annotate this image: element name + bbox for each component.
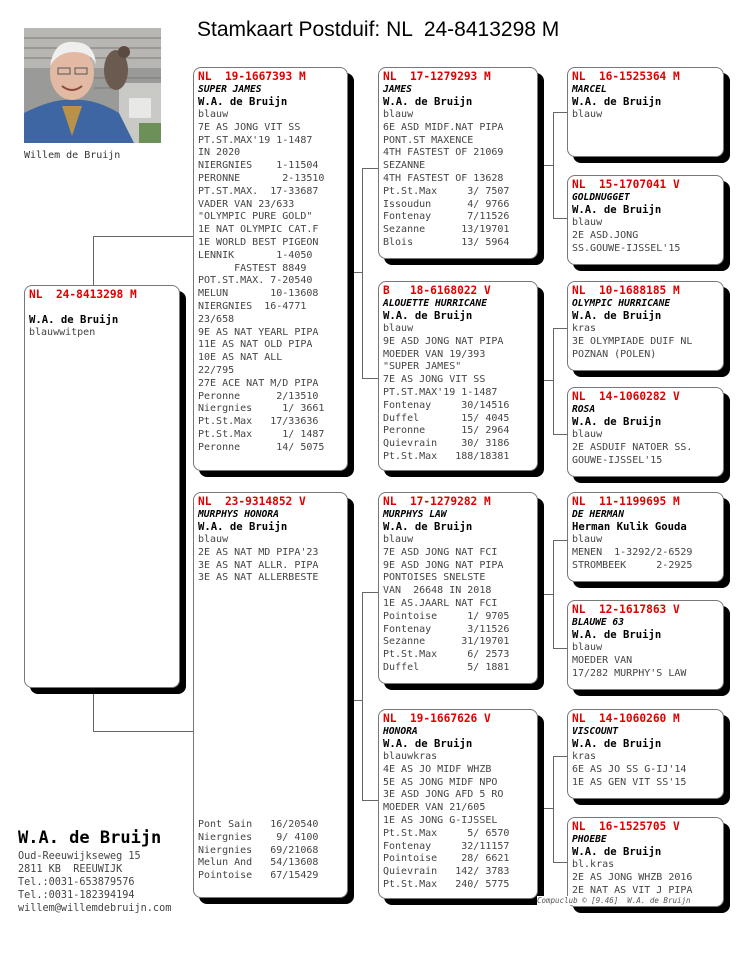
text-line: Pt.St.Max 1/ 1487: [198, 428, 325, 440]
owner: W.A. de Bruijn: [572, 310, 662, 322]
achievements: [572, 230, 719, 256]
race-results: [198, 819, 318, 883]
ring-number: NL 12-1617863 V: [572, 603, 680, 616]
ring-number: NL 15-1707041 V: [572, 178, 680, 191]
text-line: PT.ST.MAX'19 1-1487: [198, 134, 313, 146]
connector-line: [541, 808, 553, 809]
color: blauw: [383, 109, 414, 120]
connector-line: [93, 731, 193, 732]
text-line: Quievrain 30/ 3186: [383, 438, 510, 450]
color: kras: [572, 751, 597, 762]
text-line: MOEDER VAN: [572, 654, 633, 666]
text-line: SEZANNE: [383, 160, 426, 172]
achievements: [572, 655, 719, 681]
text-line: Pointoise 67/15429: [198, 870, 319, 882]
color: blauw: [572, 217, 603, 228]
pigeon-name: GOLDNUGGET: [572, 192, 630, 203]
breeder-name: W.A. de Bruijn: [18, 828, 162, 848]
text-line: FASTEST 8849: [198, 262, 307, 274]
color: blauw: [572, 534, 603, 545]
connector-line: [362, 592, 378, 593]
connector-line: [553, 756, 567, 757]
owner: Herman Kulik Gouda: [572, 521, 687, 533]
pigeon-card-mfm[interactable]: [567, 600, 724, 690]
text-line: 5E AS JONG MIDF NPO: [383, 776, 498, 788]
connector-line: [553, 540, 554, 648]
ring-number: NL 11-1199695 M: [572, 495, 680, 508]
ring-number: NL 24-8413298 M: [29, 288, 137, 301]
pigeon-name: OLYMPIC HURRICANE: [572, 298, 671, 309]
text-line: POZNAN (POLEN): [572, 348, 657, 360]
connector-line: [362, 800, 378, 801]
text-line: 6E ASD MIDF.NAT PIPA: [383, 121, 504, 133]
text-line: GOUWE-IJSSEL'15: [572, 454, 663, 466]
text-line: Pt.St.Max 188/18381: [383, 450, 510, 462]
owner: W.A. de Bruijn: [572, 96, 662, 108]
text-line: Niergnies 1/ 3661: [198, 403, 325, 415]
owner: W.A. de Bruijn: [572, 738, 662, 750]
text-line: Fontenay 30/14516: [383, 399, 510, 411]
breeder-photo-caption: Willem de Bruijn: [24, 150, 121, 161]
text-line: Fontenay 7/11526: [383, 211, 510, 223]
text-line: 2E AS JONG WHZB 2016: [572, 871, 693, 883]
text-line: Duffel 5/ 1881: [383, 661, 510, 673]
text-line: 11E AS NAT OLD PIPA: [198, 339, 313, 351]
pigeon-card-father[interactable]: [193, 67, 348, 471]
pigeon-name: MARCEL: [572, 84, 607, 95]
connector-line: [93, 688, 94, 732]
pigeon-card-mmm[interactable]: [567, 817, 724, 907]
pigeon-name: HONORA: [383, 726, 418, 737]
text-line: 9E AS NAT YEARL PIPA: [198, 326, 319, 338]
text-line: STROMBEEK 2-2925: [572, 559, 693, 571]
pigeon-name: PHOEBE: [572, 834, 607, 845]
text-line: Blois 13/ 5964: [383, 236, 510, 248]
text-line: PT.ST.MAX. 17-33687: [198, 185, 319, 197]
ring-number: NL 16-1525705 V: [572, 820, 680, 833]
text-line: 2E ASD.JONG: [572, 229, 639, 241]
text-line: 1E WORLD BEST PIGEON: [198, 236, 319, 248]
text-line: Pt.St.Max 5/ 6570: [383, 827, 510, 839]
text-line: Pt.St.Max 3/ 7507: [383, 185, 510, 197]
text-line: Issoudun 4/ 9766: [383, 198, 510, 210]
text-line: willem@willemdebruijn.com: [18, 903, 172, 914]
text-line: Peronne 14/ 5075: [198, 441, 325, 453]
text-line: 2E AS NAT MD PIPA'23: [198, 546, 319, 558]
connector-line: [553, 434, 567, 435]
text-line: 17/282 MURPHY'S LAW: [572, 667, 687, 679]
ring-number: NL 19-1667393 M: [198, 70, 306, 83]
text-line: VAN 26648 IN 2018: [383, 585, 492, 597]
owner: W.A. de Bruijn: [383, 521, 473, 533]
text-line: Pont Sain 16/20540: [198, 819, 319, 831]
ring-number: NL 17-1279293 M: [383, 70, 491, 83]
color: blauwwitpen: [29, 327, 96, 338]
text-line: Pointoise 28/ 6621: [383, 853, 510, 865]
text-line: MOEDER VAN 21/605: [383, 802, 486, 814]
text-line: Fontenay 3/11526: [383, 623, 510, 635]
connector-line: [93, 236, 193, 237]
text-line: PONTOISES SNELSTE: [383, 572, 486, 584]
pigeon-card-fmf[interactable]: [567, 281, 724, 371]
text-line: 3E AS NAT ALLERBESTE: [198, 572, 319, 584]
text-line: Tel.:0031-182394194: [18, 890, 135, 901]
connector-line: [362, 168, 378, 169]
text-line: Peronne 2/13510: [198, 390, 319, 402]
software-credit: Compuclub © [9.46] W.A. de Bruijn: [537, 896, 691, 905]
text-line: 7E AS JONG VIT SS: [383, 374, 486, 386]
connector-line: [541, 594, 553, 595]
pigeon-name: VISCOUNT: [572, 726, 619, 737]
owner: W.A. de Bruijn: [383, 738, 473, 750]
text-line: LENNIK 1-4050: [198, 249, 313, 261]
text-line: Sezanne 31/19701: [383, 636, 510, 648]
text-line: 6E AS JO SS G-IJ'14: [572, 763, 687, 775]
text-line: 22/795: [198, 364, 235, 376]
text-line: POT.ST.MAX. 7-20540: [198, 275, 313, 287]
connector-line: [541, 165, 553, 166]
text-line: Niergnies 69/21068: [198, 844, 319, 856]
text-line: Quievrain 142/ 3783: [383, 866, 510, 878]
achievements: [383, 122, 533, 250]
text-line: 7E ASD JONG NAT FCI: [383, 546, 498, 558]
text-line: Oud-Reeuwijkseweg 15: [18, 851, 141, 862]
pigeon-card-mother[interactable]: [193, 492, 348, 898]
text-line: Duffel 15/ 4045: [383, 412, 510, 424]
pigeon-name: MURPHYS HONORA: [198, 509, 279, 520]
breeder-contact: [18, 850, 171, 915]
color: blauw: [572, 642, 603, 653]
text-line: 10E AS NAT ALL: [198, 352, 283, 364]
text-line: 4TH FASTEST OF 13628: [383, 172, 504, 184]
pigeon-name: JAMES: [383, 84, 412, 95]
color: blauw: [572, 109, 603, 120]
text-line: "SUPER JAMES": [383, 361, 462, 373]
text-line: PONT.ST MAXENCE: [383, 134, 474, 146]
pigeon-name: DE HERMAN: [572, 509, 624, 520]
text-line: 27E ACE NAT M/D PIPA: [198, 377, 319, 389]
text-line: 23/658: [198, 313, 235, 325]
ring-number: NL 14-1060282 V: [572, 390, 680, 403]
connector-line: [553, 862, 567, 863]
ring-number: NL 10-1688185 M: [572, 284, 680, 297]
color: blauw: [572, 429, 603, 440]
pigeon-card-fff[interactable]: [567, 67, 724, 157]
text-line: 2811 KB REEUWIJK: [18, 864, 123, 875]
pigeon-name: SUPER JAMES: [198, 84, 262, 95]
text-line: Melun And 54/13608: [198, 857, 319, 869]
connector-line: [553, 328, 567, 329]
page-title: Stamkaart Postduif: NL 24-8413298 M: [197, 18, 560, 41]
ring-number: NL 23-9314852 V: [198, 495, 306, 508]
text-line: Pt.St.Max 6/ 2573: [383, 649, 510, 661]
connector-line: [553, 328, 554, 434]
connector-line: [553, 756, 554, 863]
text-line: MOEDER VAN 19/393: [383, 348, 486, 360]
color: blauw: [383, 534, 414, 545]
connector-line: [553, 112, 554, 218]
connector-line: [553, 540, 567, 541]
achievements: [572, 872, 719, 898]
text-line: NIERGNIES 16-4771: [198, 300, 307, 312]
pigeon-card-mff[interactable]: [567, 492, 724, 582]
breeder-photo-image: [24, 28, 161, 143]
achievements: [572, 547, 719, 573]
text-line: Niergnies 9/ 4100: [198, 831, 319, 843]
owner: W.A. de Bruijn: [572, 204, 662, 216]
text-line: 9E ASD JONG NAT PIPA: [383, 559, 504, 571]
color: blauwkras: [383, 751, 438, 762]
text-line: SS.GOUWE-IJSSEL'15: [572, 242, 681, 254]
text-line: 3E OLYMPIADE DUIF NL: [572, 335, 693, 347]
connector-line: [553, 112, 567, 113]
text-line: 1E AS GEN VIT SS'15: [572, 776, 687, 788]
pigeon-name: ROSA: [572, 404, 596, 415]
color: bl.kras: [572, 859, 615, 870]
text-line: 1E AS JONG G-IJSSEL: [383, 814, 498, 826]
color: blauw: [198, 109, 229, 120]
ring-number: NL 14-1060260 M: [572, 712, 680, 725]
text-line: 7E AS JONG VIT SS: [198, 121, 301, 133]
text-line: IN 2020: [198, 147, 241, 159]
achievements: [383, 547, 533, 675]
connector-line: [362, 592, 363, 801]
text-line: 9E ASD JONG NAT PIPA: [383, 335, 504, 347]
achievements: [572, 442, 719, 468]
color: blauw: [383, 323, 414, 334]
text-line: Pt.St.Max 17/33636: [198, 416, 319, 428]
pigeon-card-father-mother[interactable]: [378, 281, 538, 471]
text-line: VADER VAN 23/633: [198, 198, 295, 210]
text-line: Pointoise 1/ 9705: [383, 610, 510, 622]
connector-line: [553, 218, 567, 219]
achievements: [383, 764, 533, 892]
owner: W.A. de Bruijn: [29, 314, 119, 326]
achievements: [572, 764, 719, 790]
breeder-photo: [24, 28, 161, 143]
owner: W.A. de Bruijn: [383, 310, 473, 322]
text-line: PERONNE 2-13510: [198, 172, 325, 184]
connector-line: [362, 168, 363, 378]
pigeon-name: ALOUETTE HURRICANE: [383, 298, 487, 309]
text-line: 2E NAT AS VIT J PIPA: [572, 884, 693, 896]
ring-number: NL 16-1525364 M: [572, 70, 680, 83]
pigeon-card-father-father[interactable]: [378, 67, 538, 259]
owner: W.A. de Bruijn: [198, 521, 288, 533]
pigeon-card-mother-father[interactable]: [378, 492, 538, 684]
text-line: 1E AS.JAARL NAT FCI: [383, 597, 498, 609]
text-line: 3E ASD JONG AFD 5 RO: [383, 789, 504, 801]
text-line: 4TH FASTEST OF 21069: [383, 147, 504, 159]
connector-line: [362, 378, 378, 379]
achievements: [572, 336, 719, 362]
connector-line: [352, 700, 362, 701]
ring-number: NL 17-1279282 M: [383, 495, 491, 508]
achievements: [383, 336, 533, 464]
text-line: 4E AS JO MIDF WHZB: [383, 763, 492, 775]
text-line: Tel.:0031-653879576: [18, 877, 135, 888]
ring-number: NL 19-1667626 V: [383, 712, 491, 725]
pigeon-card-subject[interactable]: [24, 285, 180, 688]
text-line: MELUN 10-13608: [198, 288, 319, 300]
pigeon-card-fmm[interactable]: [567, 387, 724, 477]
connector-line: [93, 236, 94, 286]
pigeon-name: BLAUWE 63: [572, 617, 624, 628]
owner: W.A. de Bruijn: [383, 96, 473, 108]
owner: W.A. de Bruijn: [572, 629, 662, 641]
text-line: PT.ST.MAX'19 1-1487: [383, 386, 498, 398]
text-line: MENEN 1-3292/2-6529: [572, 546, 693, 558]
owner: W.A. de Bruijn: [572, 846, 662, 858]
pigeon-card-mother-mother[interactable]: [378, 709, 538, 899]
pigeon-card-ffm[interactable]: [567, 175, 724, 265]
text-line: 3E AS NAT ALLR. PIPA: [198, 559, 319, 571]
text-line: "OLYMPIC PURE GOLD": [198, 211, 313, 223]
ring-number: B 18-6168022 V: [383, 284, 491, 297]
text-line: 1E NAT OLYMPIC CAT.F: [198, 224, 319, 236]
color: kras: [572, 323, 597, 334]
connector-line: [541, 380, 553, 381]
achievements: [198, 122, 343, 455]
text-line: Peronne 15/ 2964: [383, 425, 510, 437]
text-line: Sezanne 13/19701: [383, 224, 510, 236]
text-line: 2E ASDUIF NATOER SS.: [572, 441, 693, 453]
pigeon-name: MURPHYS LAW: [383, 509, 447, 520]
connector-line: [352, 272, 362, 273]
text-line: Fontenay 32/11157: [383, 840, 510, 852]
pigeon-card-mmf[interactable]: [567, 709, 724, 799]
text-line: Pt.St.Max 240/ 5775: [383, 878, 510, 890]
owner: W.A. de Bruijn: [572, 416, 662, 428]
achievements: [198, 547, 343, 585]
owner: W.A. de Bruijn: [198, 96, 288, 108]
text-line: NIERGNIES 1-11504: [198, 160, 319, 172]
color: blauw: [198, 534, 229, 545]
connector-line: [553, 648, 567, 649]
